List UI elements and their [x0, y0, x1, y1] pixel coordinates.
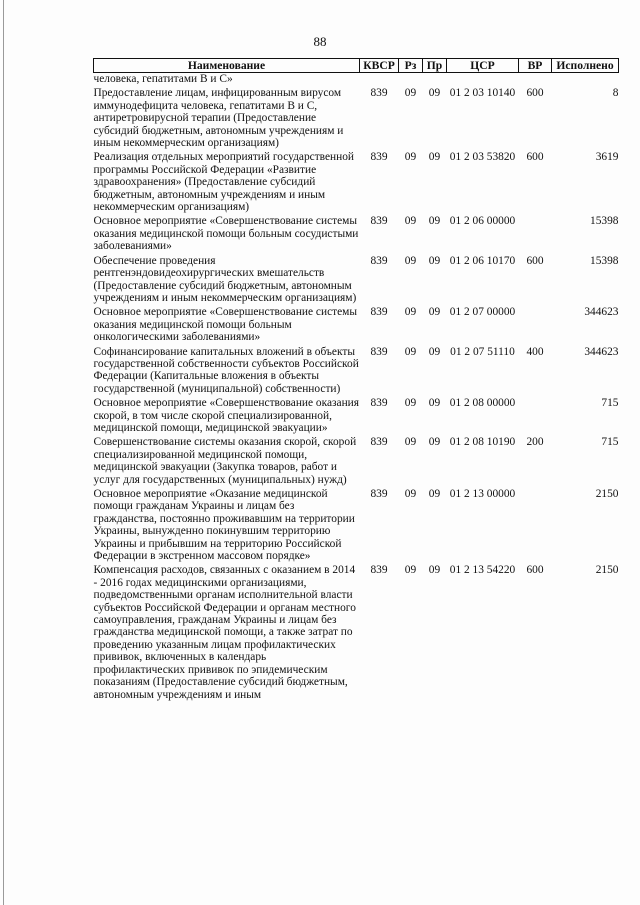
table-row: [94, 436, 619, 488]
header-pr: Пр: [423, 59, 447, 73]
row-vr: 400: [526, 345, 544, 358]
row-rz: 09: [404, 306, 417, 319]
row-pr: 09: [428, 436, 441, 449]
table-header-row: [94, 59, 619, 73]
row-vr: 600: [526, 151, 544, 164]
row-kvsr: 839: [370, 488, 388, 500]
header-kvsr: КВСР: [360, 59, 399, 73]
continuation-text: человека, гепатитами В и С»: [93, 73, 233, 85]
row-name: Основное мероприятие «Совершенствование оказания скорой, в том числе скорой специализированной, медицинской помощи, медицинской эвакуации»: [93, 397, 360, 434]
row-pr: 09: [428, 254, 441, 267]
row-pr: 09: [428, 151, 441, 164]
row-name: Обеспечение проведения рентгенэндовидеохирургических вмешательств (Предоставление субсидий бюджетным, автономным учреждениям и иным некоммерческим организациям): [93, 254, 357, 304]
header-amount: Исполнено: [552, 59, 619, 73]
row-name: Предоставление лицам, инфицированным вирусом иммунодефицита человека, гепатитами В и С, антиретровирусной терапии (Предоставление субсидий бюджетным, автономным учреждениям и иным некоммерческим организациям): [93, 87, 344, 150]
scan-edge-line: [3, 0, 4, 905]
row-name: Основное мероприятие «Оказание медицинской помощи гражданам Украины и лицам без гражданства, постоянно проживавшим на территории Украины, вынужденно покинувшим территорию Украины и прибывшим на территорию Российской Федерации в экстренном массовом порядке»: [93, 488, 355, 563]
header-name: Наименование: [94, 59, 360, 73]
row-pr: 09: [428, 215, 441, 228]
row-amount: 344623: [584, 345, 619, 358]
row-csr: 01 2 06 00000: [449, 215, 516, 228]
row-rz: 09: [404, 397, 417, 410]
continuation-row: [94, 73, 619, 88]
row-name: Основное мероприятие «Совершенствование системы оказания медицинской помощи больным онкологическими заболеваниями»: [93, 306, 358, 344]
row-kvsr: 839: [370, 151, 388, 164]
row-amount: 15398: [590, 215, 619, 228]
row-csr: 01 2 07 51110: [450, 345, 515, 358]
header-vr: ВР: [519, 59, 552, 73]
row-pr: 09: [428, 345, 441, 358]
row-name: Реализация отдельных мероприятий государственной программы Российской Федерации «Развитие здравоохранения» (Предоставление субсидий бюджетным, автономным учреждениям и иным некоммерческим организациям): [93, 151, 355, 214]
row-csr: 01 2 08 00000: [449, 397, 516, 410]
row-pr: 09: [428, 397, 441, 410]
row-name: Софинансирование капитальных вложений в объекты государственной собственности субъектов Российской Федерации (Капитальные вложения в объекты государственной (муниципальной) собственности): [93, 345, 359, 395]
row-vr: [519, 215, 552, 254]
row-rz: 09: [404, 254, 417, 267]
row-amount: 15398: [590, 254, 619, 267]
row-kvsr: 839: [370, 87, 388, 100]
row-pr: 09: [428, 488, 441, 500]
row-rz: 09: [404, 151, 417, 164]
row-amount: 8: [612, 87, 619, 100]
row-amount: 3619: [595, 151, 619, 164]
row-rz: 09: [404, 87, 417, 100]
row-kvsr: 839: [370, 306, 388, 319]
row-kvsr: 839: [370, 215, 388, 228]
row-rz: 09: [404, 564, 417, 577]
budget-table: [93, 58, 619, 703]
row-name: Компенсация расходов, связанных с оказанием в 2014 - 2016 годах медицинскими организациями, подведомственными органам исполнительной власти субъектов Российской Федерации и органам местного самоуправления, гражданам Украины и лицам без гражданства медицинской помощи, а также затрат по проведению указанным лицам профилактических прививок, включенных в календарь профилактических прививок по эпидемическим показаниям (Предоставление субсидий бюджетным, автономным учреждениям и иным: [93, 564, 356, 701]
table-row: [94, 151, 619, 215]
page-number: 88: [313, 34, 327, 49]
header-csr: ЦСР: [447, 59, 519, 73]
row-csr: 01 2 08 10190: [449, 436, 516, 449]
row-csr: 01 2 06 10170: [449, 254, 516, 267]
row-amount: 715: [601, 397, 619, 410]
header-rz: Рз: [399, 59, 423, 73]
row-vr: 600: [526, 564, 544, 577]
row-name: Совершенствование системы оказания скорой, скорой специализированной медицинской помощи, медицинской эвакуации (Закупка товаров, работ и услуг для государственных (муниципальных) нужд): [93, 436, 357, 486]
table-row: [94, 397, 619, 436]
row-vr: [519, 306, 552, 345]
row-kvsr: 839: [370, 564, 388, 577]
row-kvsr: 839: [370, 345, 388, 358]
row-csr: 01 2 13 54220: [449, 564, 516, 577]
row-vr: 600: [526, 254, 544, 267]
table-row: [94, 87, 619, 151]
row-vr: 200: [526, 436, 544, 449]
row-rz: 09: [404, 488, 417, 500]
row-rz: 09: [404, 436, 417, 449]
table-row: [94, 255, 619, 307]
table-row: [94, 215, 619, 254]
row-rz: 09: [404, 215, 417, 228]
table-row: [94, 488, 619, 564]
row-kvsr: 839: [370, 254, 388, 267]
row-amount: 2150: [595, 564, 619, 577]
table-row: [94, 306, 619, 345]
row-csr: 01 2 07 00000: [449, 306, 516, 319]
row-csr: 01 2 13 00000: [449, 488, 516, 500]
table-row: [94, 346, 619, 398]
row-pr: 09: [428, 87, 441, 100]
row-amount: 2150: [595, 488, 619, 500]
row-csr: 01 2 03 53820: [449, 151, 516, 164]
row-rz: 09: [404, 345, 417, 358]
row-kvsr: 839: [370, 397, 388, 410]
row-amount: 344623: [584, 306, 619, 319]
row-name: Основное мероприятие «Совершенствование системы оказания медицинской помощи больным сосудистыми заболеваниями»: [93, 215, 359, 253]
row-vr: [519, 488, 552, 564]
row-pr: 09: [428, 564, 441, 577]
table-row: [94, 564, 619, 702]
table-body: [94, 73, 619, 703]
row-csr: 01 2 03 10140: [449, 87, 516, 100]
row-vr: [519, 397, 552, 436]
row-kvsr: 839: [370, 436, 388, 449]
row-vr: 600: [526, 87, 544, 100]
row-pr: 09: [428, 306, 441, 319]
row-amount: 715: [601, 436, 619, 449]
